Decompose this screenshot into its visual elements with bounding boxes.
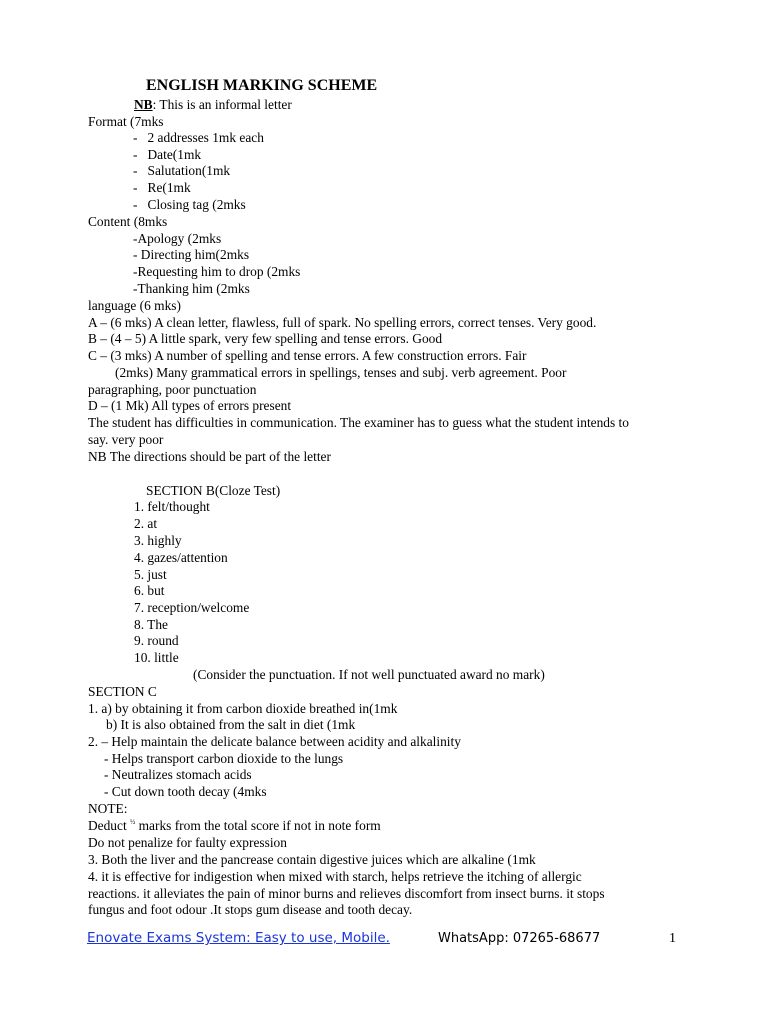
- language-line: D – (1 Mk) All types of errors present: [88, 398, 292, 413]
- format-item: - 2 addresses 1mk each: [133, 130, 264, 145]
- cloze-answer: 6. but: [134, 583, 165, 598]
- section-b-heading: SECTION B(Cloze Test): [146, 483, 281, 498]
- cloze-answer: 3. highly: [134, 533, 182, 548]
- cloze-note: (Consider the punctuation. If not well punctuated award no mark): [193, 667, 545, 682]
- language-line: say. very poor: [88, 432, 164, 447]
- language-line: C – (3 mks) A number of spelling and tense errors. A few construction errors. Fair: [88, 348, 527, 363]
- cloze-answer: 10. little: [134, 650, 179, 665]
- section-c-line: 1. a) by obtaining it from carbon dioxide breathed in(1mk: [88, 701, 398, 716]
- language-line: B – (4 – 5) A little spark, very few spelling and tense errors. Good: [88, 331, 443, 346]
- section-c-line: reactions. it alleviates the pain of minor burns and relieves discomfort from insect burns. it stops: [88, 886, 605, 901]
- section-c-line: - Cut down tooth decay (4mks: [104, 784, 267, 799]
- nb-note: [134, 97, 292, 113]
- language-line: A – (6 mks) A clean letter, flawless, full of spark. No spelling errors, correct tenses. Very good.: [88, 315, 597, 330]
- language-line: (2mks) Many grammatical errors in spellings, tenses and subj. verb agreement. Poor: [115, 365, 567, 380]
- whatsapp-contact: WhatsApp: 07265-68677: [438, 931, 601, 946]
- page-number: 1: [669, 931, 676, 946]
- deduct-line: Deduct $^{\frac{1}{2}}$ marks from the total score if not in note form: [88, 818, 381, 833]
- nb-text: : This is an informal letter: [152, 97, 292, 112]
- section-c-line: 3. Both the liver and the pancrease contain digestive juices which are alkaline (1mk: [88, 852, 536, 867]
- section-c-line: Do not penalize for faulty expression: [88, 835, 287, 850]
- language-line: The student has difficulties in communication. The examiner has to guess what the student intends to: [88, 415, 629, 430]
- content-item: - Directing him(2mks: [133, 247, 250, 262]
- cloze-answer: 9. round: [134, 633, 179, 648]
- section-c-line: - Neutralizes stomach acids: [104, 767, 252, 782]
- note-label: NOTE:: [88, 801, 128, 816]
- section-c-line: fungus and foot odour .It stops gum disease and tooth decay.: [88, 902, 413, 917]
- cloze-answer: 4. gazes/attention: [134, 550, 228, 565]
- format-heading: Format (7mks: [88, 114, 164, 129]
- language-heading: language (6 mks): [88, 298, 181, 313]
- document-title: ENGLISH MARKING SCHEME: [146, 77, 378, 94]
- cloze-answer: 1. felt/thought: [134, 499, 210, 514]
- content-item: -Requesting him to drop (2mks: [133, 264, 301, 279]
- enovate-link[interactable]: Enovate Exams System: Easy to use, Mobile.: [87, 930, 390, 946]
- nb-label: NB: [134, 97, 153, 112]
- format-item: - Re(1mk: [133, 180, 191, 195]
- cloze-answer: 5. just: [134, 567, 167, 582]
- section-c-heading: SECTION C: [88, 684, 157, 699]
- format-item: - Salutation(1mk: [133, 163, 231, 178]
- content-item: -Apology (2mks: [133, 231, 222, 246]
- section-c-line: 2. – Help maintain the delicate balance between acidity and alkalinity: [88, 734, 461, 749]
- format-item: - Closing tag (2mks: [133, 197, 246, 212]
- section-c-line: - Helps transport carbon dioxide to the lungs: [104, 751, 344, 766]
- language-line: paragraphing, poor punctuation: [88, 382, 257, 397]
- content-item: -Thanking him (2mks: [133, 281, 250, 296]
- section-c-line: b) It is also obtained from the salt in diet (1mk: [106, 717, 356, 732]
- language-line: NB The directions should be part of the letter: [88, 449, 331, 464]
- content-heading: Content (8mks: [88, 214, 168, 229]
- cloze-answer: 2. at: [134, 516, 158, 531]
- half-fraction: ½: [130, 818, 136, 826]
- cloze-answer: 7. reception/welcome: [134, 600, 250, 615]
- footer: [87, 930, 390, 946]
- section-c-line: 4. it is effective for indigestion when mixed with starch, helps retrieve the itching of allergic: [88, 869, 582, 884]
- cloze-answer: 8. The: [134, 617, 168, 632]
- format-item: - Date(1mk: [133, 147, 202, 162]
